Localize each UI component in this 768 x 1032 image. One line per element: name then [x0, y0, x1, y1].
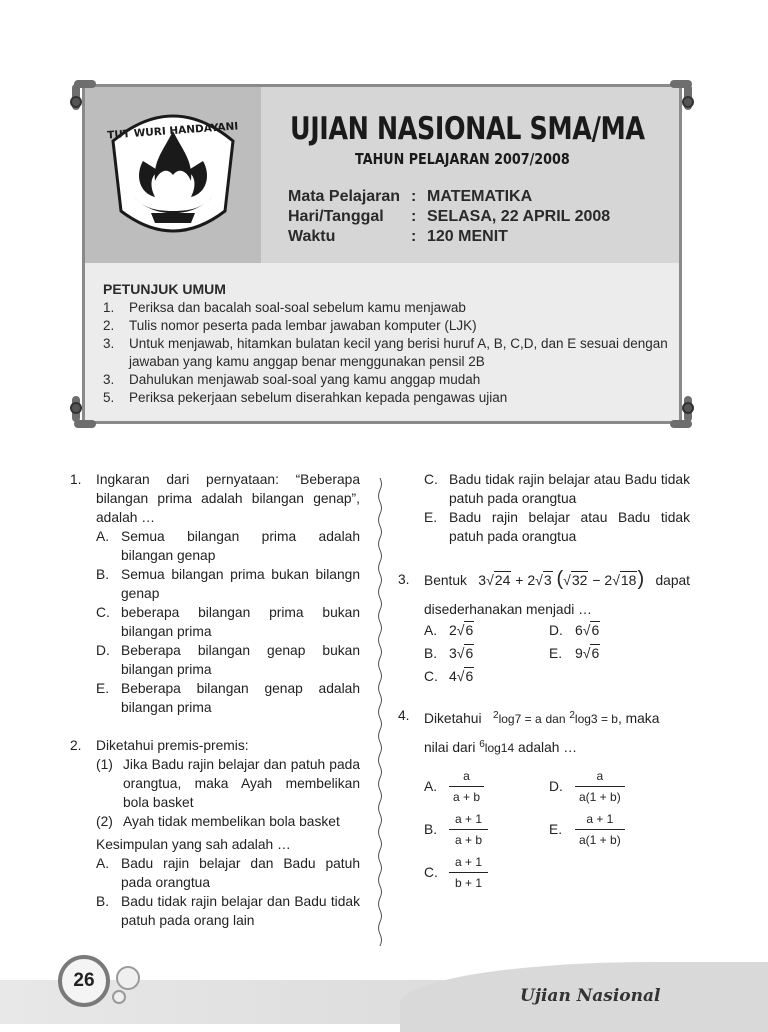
meta-duration: Waktu : 120 MENIT	[288, 228, 508, 245]
instruction-number: 5.	[103, 390, 115, 405]
frame-screw-icon	[70, 402, 82, 414]
answer-option[interactable]	[96, 854, 360, 892]
option-text: Badu rajin belajar dan Badu patuh pada orangtua	[121, 856, 360, 890]
option-letter: D.	[549, 623, 563, 638]
question-number: 2.	[70, 738, 82, 753]
decorative-bubble-icon	[116, 966, 140, 990]
option-letter: C.	[424, 472, 438, 487]
option-letter: B.	[96, 567, 110, 582]
instruction-item	[103, 389, 673, 407]
instruction-number: 3.	[103, 336, 115, 351]
option-letter: C.	[424, 669, 438, 684]
answer-option[interactable]: $\frac{a + 1}{a + b}$	[449, 811, 549, 848]
question-text: Diketahui premis-premis:	[96, 738, 249, 753]
question-4	[398, 706, 690, 897]
meta-label: Mata Pelajaran	[288, 188, 401, 205]
exam-subtitle: TAHUN PELAJARAN 2007/2008	[355, 150, 570, 168]
logo-panel	[85, 87, 261, 263]
answer-option[interactable]: 4√6	[449, 668, 474, 684]
answer-option[interactable]	[96, 565, 360, 603]
instruction-item	[103, 335, 673, 371]
premise-text: Ayah tidak membelikan bola basket	[123, 814, 340, 829]
option-letter: B.	[424, 646, 438, 661]
answer-option[interactable]	[96, 603, 360, 641]
option-letter: B.	[96, 894, 110, 909]
option-text: Badu tidak rajin belajar atau Badu tidak patuh pada orangtua	[449, 472, 690, 506]
premise-number: (2)	[96, 814, 113, 829]
option-text: Badu tidak rajin belajar dan Badu tidak patuh pada orang lain	[121, 894, 360, 928]
question-2	[70, 736, 360, 930]
answer-option[interactable]: $\frac{a + 1}{b + 1}$	[449, 854, 549, 891]
option-text: beberapa bilangan prima bukan bilangan prima	[121, 605, 360, 639]
question-1	[70, 470, 360, 717]
answer-row	[424, 621, 690, 640]
meta-date: Hari/Tanggal : SELASA, 22 APRIL 2008	[288, 208, 611, 225]
option-letter: D.	[549, 779, 563, 794]
option-letter: E.	[549, 646, 563, 661]
option-text: Badu rajin belajar atau Badu tidak patuh pada orangtua	[449, 510, 690, 544]
premise	[96, 755, 360, 812]
logo-motto: TUT WURI HANDAYANI	[106, 120, 239, 142]
instruction-number: 1.	[103, 300, 115, 315]
premise	[96, 812, 360, 831]
option-letter: B.	[424, 822, 438, 837]
answer-option[interactable]: $\frac{a}{a + b}$	[449, 768, 549, 805]
answer-option[interactable]	[424, 508, 690, 546]
decorative-bubble-icon	[112, 990, 126, 1004]
right-column	[398, 470, 690, 897]
answer-row	[424, 768, 690, 805]
general-instructions	[103, 281, 673, 407]
option-letter: E.	[424, 510, 438, 525]
answer-row	[424, 811, 690, 848]
instruction-number: 3.	[103, 372, 115, 387]
instruction-text: Periksa pekerjaan sebelum diserahkan kepada pengawas ujian	[129, 390, 508, 405]
instruction-item	[103, 371, 673, 389]
answer-option[interactable]	[424, 470, 690, 508]
answer-option[interactable]: $\frac{a + 1}{a(1 + b)}$	[575, 811, 625, 848]
answer-option[interactable]: 3√6	[449, 645, 474, 661]
tut-wuri-handayani-logo	[93, 101, 253, 251]
instructions-title: PETUNJUK UMUM	[103, 281, 226, 297]
instruction-item	[103, 317, 673, 335]
answer-option[interactable]	[96, 892, 360, 930]
exam-title: UJIAN NASIONAL SMA/MA	[290, 111, 645, 147]
question-text: Diketahui $^2$log7 = a dan $^2$log3 = b, maka	[424, 710, 660, 726]
frame-screw-icon	[70, 96, 82, 108]
question-prefix: Bentuk	[424, 572, 467, 588]
option-text: Semua bilangan prima bukan bilangn genap	[121, 567, 360, 601]
instruction-text: Tulis nomor peserta pada lembar jawaban komputer (LJK)	[129, 318, 477, 333]
question-text: Ingkaran dari pernyataan: “Beberapa bilangan prima adalah bilangan genap”, adalah …	[96, 472, 360, 525]
premise-number: (1)	[96, 757, 113, 772]
question-number: 1.	[70, 472, 82, 487]
question-text-line2: nilai dari $^6$log14 adalah …	[424, 739, 578, 755]
option-text: Beberapa bilangan genap adalah bilangan prima	[121, 681, 360, 715]
frame-screw-icon	[682, 96, 694, 108]
option-letter: D.	[96, 643, 110, 658]
option-letter: C.	[424, 865, 438, 880]
meta-label: Waktu	[288, 228, 336, 245]
meta-value: MATEMATIKA	[427, 188, 533, 205]
question-suffix: dapat	[655, 572, 690, 588]
option-letter: A.	[96, 529, 110, 544]
answer-option[interactable]	[96, 679, 360, 717]
answer-option[interactable]	[96, 527, 360, 565]
option-letter: C.	[96, 605, 110, 620]
question-number: 4.	[398, 708, 410, 723]
exam-meta	[288, 187, 610, 247]
book-title: Ujian Nasional	[520, 986, 661, 1006]
option-text: Semua bilangan prima adalah bilangan genap	[121, 529, 360, 563]
answer-option[interactable]: 6√6	[575, 622, 600, 638]
question-text: disederhanakan menjadi …	[424, 602, 592, 617]
question-2-continued	[398, 470, 690, 546]
question-3	[398, 570, 690, 690]
left-column	[70, 470, 360, 930]
answer-option[interactable]: 2√6	[449, 622, 474, 638]
column-divider	[376, 478, 384, 950]
question-number: 3.	[398, 572, 410, 587]
answer-option[interactable]: 9√6	[575, 645, 600, 661]
meta-subject: Mata Pelajaran : MATEMATIKA	[288, 188, 533, 205]
instruction-text: Untuk menjawab, hitamkan bulatan kecil yang berisi huruf A, B, C,D, dan E sesuai dengan jawaban yang kamu anggap benar menggunakan pensil 2B	[129, 336, 668, 369]
answer-row	[424, 644, 690, 663]
option-letter: E.	[96, 681, 110, 696]
meta-label: Hari/Tanggal	[288, 208, 384, 225]
exam-header-frame	[82, 84, 682, 424]
instruction-text: Periksa dan bacalah soal-soal sebelum kamu menjawab	[129, 300, 466, 315]
radical-expression: 3√24 + 2√3 (√32 − 2√18)	[478, 568, 645, 590]
answer-option[interactable]: $\frac{a}{a(1 + b)}$	[575, 768, 625, 805]
meta-value: 120 MENIT	[427, 228, 508, 245]
answer-row	[424, 854, 690, 891]
option-letter: A.	[424, 779, 438, 794]
premise-text: Jika Badu rajin belajar dan patuh pada orangtua, maka Ayah membelikan bola basket	[123, 757, 360, 810]
option-letter: A.	[96, 856, 110, 871]
answer-row	[424, 667, 690, 686]
option-letter: A.	[424, 623, 438, 638]
instruction-item	[103, 299, 673, 317]
frame-screw-icon	[682, 402, 694, 414]
page-number: 26	[58, 955, 110, 1007]
option-letter: E.	[549, 822, 563, 837]
instruction-text: Dahulukan menjawab soal-soal yang kamu anggap mudah	[129, 372, 481, 387]
option-text: Beberapa bilangan genap bukan bilangan prima	[121, 643, 360, 677]
answer-option[interactable]	[96, 641, 360, 679]
instruction-number: 2.	[103, 318, 115, 333]
meta-value: SELASA, 22 APRIL 2008	[427, 208, 611, 225]
conclusion-prompt: Kesimpulan yang sah adalah …	[96, 837, 291, 852]
